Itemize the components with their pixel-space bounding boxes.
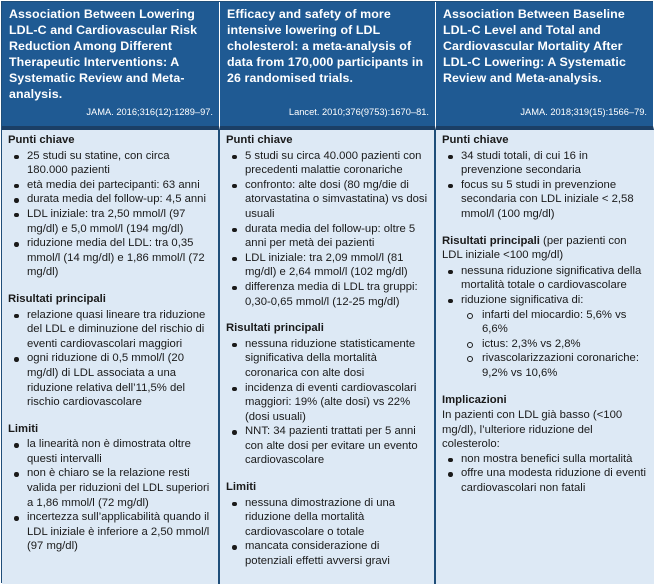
bullet-list [442, 149, 649, 222]
list-item: incidenza di eventi cardiovascolari maggiori: 19% (alte dosi) vs 22% (dosi usuali) [226, 381, 429, 425]
sub-list-item: ictus: 2,3% vs 2,8% [442, 337, 649, 352]
bullet-list [8, 308, 213, 410]
section-heading: Punti chiave [8, 134, 75, 146]
header-cell-1 [2, 2, 220, 130]
list-item: focus su 5 studi in prevenzione secondaria con LDL iniziale < 2,58 mmol/l (100 mg/dl) [442, 178, 649, 222]
sub-bullet-list [442, 308, 649, 381]
list-item: relazione quasi lineare tra riduzione del LDL e diminuzione del rischio di eventi cardiovascolari maggiori [8, 308, 213, 352]
list-item: NNT: 34 pazienti trattati per 5 anni con alte dosi per evitare un evento cardiovascolare [226, 424, 429, 468]
sub-list-item: infarti del miocardio: 5,6% vs 6,6% [442, 308, 649, 337]
section-heading: Risultati principali [8, 292, 106, 305]
list-item: nessuna riduzione significativa della mortalità totale o cardiovascolare [442, 264, 649, 293]
comparison-table [1, 1, 653, 583]
implications-text: In pazienti con LDL già basso (<100 mg/dl), l’ulteriore riduzione del colesterolo: [442, 409, 623, 451]
list-item: offre una modesta riduzione di eventi cardiovascolari non fatali [442, 466, 649, 495]
list-item: confronto: alte dosi (80 mg/die di atorvastatina o simvastatina) vs dosi usuali [226, 178, 429, 222]
section-heading-note: (per pazienti con LDL iniziale <100 mg/dl) [442, 234, 627, 262]
section-heading: Punti chiave [442, 134, 509, 146]
body-cell-3 [436, 130, 654, 584]
list-item: non è chiaro se la relazione resti valida per riduzioni del LDL superiori a 1,86 mmol/l (72 mg/dl) [8, 466, 213, 510]
body-cell-1 [2, 130, 220, 584]
list-item: incertezza sull’applicabilità quando il LDL iniziale è inferiore a 2,50 mmol/l (97 mg/dl) [8, 510, 213, 554]
section-heading: Risultati principali [226, 322, 324, 335]
list-item: non mostra benefici sulla mortalità [442, 452, 649, 467]
list-item: mancata considerazione di potenziali effetti avversi gravi [226, 539, 429, 568]
list-item: 25 studi su statine, con circa 180.000 pazienti [8, 149, 213, 178]
list-item: differenza media di LDL tra gruppi: 0,30-0,65 mmol/l (12-25 mg/dl) [226, 280, 429, 309]
list-item: durata media del follow-up: oltre 5 anni per metà dei pazienti [226, 222, 429, 251]
study-reference: JAMA. 2016;316(12):1289–97. [86, 107, 213, 117]
body-cell-2 [220, 130, 436, 584]
study-title: Efficacy and safety of more intensive lowering of LDL cholesterol: a meta-analysis of data from 170,000 participants in 26 randomised trials. [227, 7, 424, 85]
bullet-list [8, 437, 213, 554]
bullet-list [226, 149, 429, 310]
study-reference: JAMA. 2018;319(15):1566–79. [520, 107, 647, 117]
bullet-list [442, 452, 649, 496]
section-heading: Limiti [8, 422, 39, 435]
list-item: nessuna riduzione statisticamente significativa della mortalità coronarica con alte dosi [226, 337, 429, 381]
list-item: riduzione media del LDL: tra 0,35 mmol/l (14 mg/dl) e 1,86 mmol/l (72 mg/dl) [8, 236, 213, 280]
section-heading: Limiti [226, 481, 257, 494]
list-item: 34 studi totali, di cui 16 in prevenzione secondaria [442, 149, 649, 178]
section-heading-text: Risultati principali [442, 234, 540, 247]
section-heading [442, 234, 649, 263]
header-cell-2 [220, 2, 436, 130]
list-item: 5 studi su circa 40.000 pazienti con precedenti malattie coronariche [226, 149, 429, 178]
header-cell-3 [436, 2, 654, 130]
list-item: la linearità non è dimostrata oltre questi intervalli [8, 437, 213, 466]
section-heading: Punti chiave [226, 134, 293, 146]
bullet-list [226, 337, 429, 468]
bullet-list [226, 496, 429, 569]
bullet-list [8, 149, 213, 280]
sub-list-item: rivascolarizzazioni coronariche: 9,2% vs 10,6% [442, 351, 649, 380]
list-item: ogni riduzione di 0,5 mmol/l (20 mg/dl) di LDL associata a una riduzione relativa dell’11,5% del rischio cardiovascolare [8, 351, 213, 409]
study-title: Association Between Lowering LDL-C and Cardiovascular Risk Reduction Among Different Therapeutic Interventions: A Systematic Review and Meta-analysis. [9, 7, 198, 101]
study-title: Association Between Baseline LDL-C Level and Total and Cardiovascular Mortality After LDL-C Lowering: A Systematic Review and Meta-analysis. [443, 7, 626, 85]
list-item: età media dei partecipanti: 63 anni [8, 178, 213, 193]
bullet-list [442, 264, 649, 308]
study-reference: Lancet. 2010;376(9753):1670–81. [288, 107, 429, 117]
list-item: riduzione significativa di: [442, 293, 649, 308]
list-item: durata media del follow-up: 4,5 anni [8, 192, 213, 207]
list-item: LDL iniziale: tra 2,50 mmol/l (97 mg/dl) e 5,0 mmol/l (194 mg/dl) [8, 207, 213, 236]
list-item: nessuna dimostrazione di una riduzione della mortalità cardiovascolare o totale [226, 496, 429, 540]
list-item: LDL iniziale: tra 2,09 mmol/l (81 mg/dl) e 2,64 mmol/l (102 mg/dl) [226, 251, 429, 280]
section-heading: Implicazioni [442, 393, 507, 406]
